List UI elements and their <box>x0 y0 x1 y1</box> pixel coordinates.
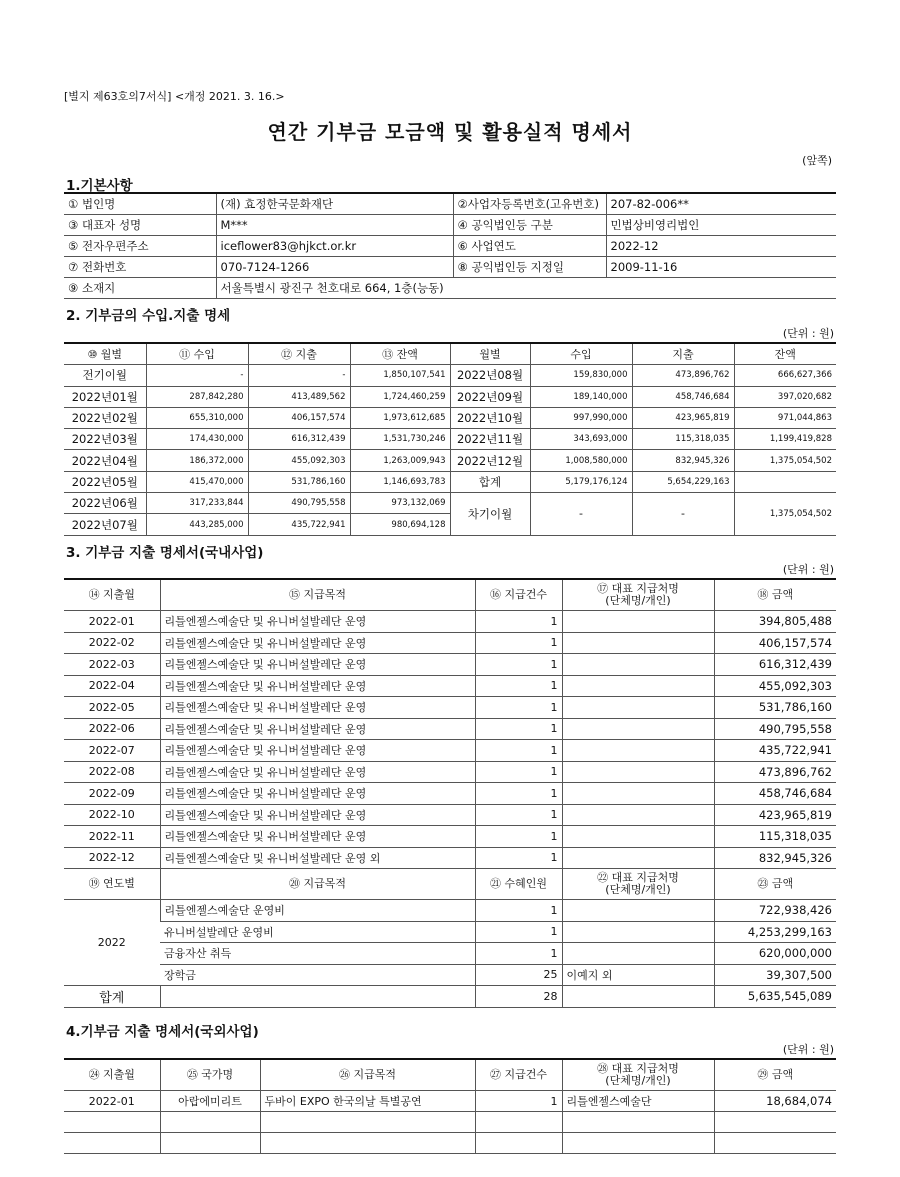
payee-cell: 이예지 외 <box>562 964 714 986</box>
header-line: (단체명/개인) <box>605 594 671 607</box>
info-label: ④ 공익법인등 구분 <box>453 215 606 236</box>
purpose-cell <box>160 986 475 1008</box>
payee-cell <box>562 826 714 848</box>
amount-cell: 1,850,107,541 <box>350 365 450 386</box>
amount-cell: 394,805,488 <box>714 611 836 633</box>
amount-cell: 317,233,844 <box>146 493 248 514</box>
payee-cell <box>562 611 714 633</box>
total-count: 28 <box>475 986 562 1008</box>
month-cell: 2022년01월 <box>64 386 146 407</box>
purpose-cell: 금융자산 취득 <box>160 943 475 965</box>
amount-cell: 5,654,229,163 <box>632 471 734 492</box>
month-cell: 2022-04 <box>64 675 160 697</box>
month-cell: 2022년12월 <box>450 450 530 471</box>
amount-cell: 473,896,762 <box>714 761 836 783</box>
total-row <box>64 986 836 1008</box>
table-row <box>64 450 836 471</box>
carry-over-balance: 1,375,054,502 <box>734 493 836 536</box>
column-header: 잔액 <box>734 343 836 365</box>
empty-cell <box>475 1112 562 1133</box>
count-cell: 1 <box>475 804 562 826</box>
amount-cell: 1,973,612,685 <box>350 407 450 428</box>
amount-cell: 1,008,580,000 <box>530 450 632 471</box>
column-header: 월별 <box>450 343 530 365</box>
column-header: 지출 <box>632 343 734 365</box>
empty-cell <box>475 1133 562 1154</box>
amount-cell: 1,199,419,828 <box>734 429 836 450</box>
column-header: ㉔ 지출월 <box>64 1059 160 1091</box>
purpose-cell: 리틀엔젤스예술단 및 유니버설발레단 운영 <box>160 611 475 633</box>
amount-cell <box>734 471 836 492</box>
domestic-expense-table <box>64 578 836 1008</box>
empty-cell <box>714 1112 836 1133</box>
table-row <box>64 826 836 848</box>
info-label: ⑦ 전화번호 <box>64 257 216 278</box>
amount-cell: 443,285,000 <box>146 514 248 535</box>
table-row <box>64 921 836 943</box>
carry-over-income: - <box>530 493 632 536</box>
count-cell: 1 <box>475 697 562 719</box>
count-cell: 1 <box>475 761 562 783</box>
amount-cell: 973,132,069 <box>350 493 450 514</box>
month-cell: 2022년03월 <box>64 429 146 450</box>
empty-cell <box>160 1112 260 1133</box>
month-cell: 2022년06월 <box>64 493 146 514</box>
table-row <box>64 429 836 450</box>
amount-cell: 186,372,000 <box>146 450 248 471</box>
info-label: ②사업자등록번호(고유번호) <box>453 193 606 215</box>
header-line: (단체명/개인) <box>605 883 671 896</box>
month-cell: 2022-12 <box>64 847 160 869</box>
info-label: ③ 대표자 성명 <box>64 215 216 236</box>
column-header <box>562 579 714 611</box>
payee-cell <box>562 697 714 719</box>
table-row <box>64 365 836 386</box>
info-value: iceflower83@hjkct.or.kr <box>216 236 453 257</box>
column-header: ⑫ 지출 <box>248 343 350 365</box>
column-header: ㉓ 금액 <box>714 869 836 900</box>
payee-cell <box>562 986 714 1008</box>
column-header <box>562 869 714 900</box>
info-row <box>64 257 836 278</box>
section-4-unit: (단위 : 원) <box>782 1043 834 1056</box>
amount-cell: 174,430,000 <box>146 429 248 450</box>
purpose-cell: 유니버설발레단 운영비 <box>160 921 475 943</box>
amount-cell: 655,310,000 <box>146 407 248 428</box>
count-cell: 1 <box>475 943 562 965</box>
month-cell: 2022-09 <box>64 783 160 805</box>
column-header: ⑱ 금액 <box>714 579 836 611</box>
amount-cell: 406,157,574 <box>248 407 350 428</box>
basic-info-table <box>64 192 836 299</box>
info-value: M*** <box>216 215 453 236</box>
section-3-title: 3. 기부금 지출 명세서(국내사업) <box>66 545 264 561</box>
count-cell: 1 <box>475 1091 562 1112</box>
info-value: 서울특별시 광진구 천호대로 664, 1층(능동) <box>216 278 836 299</box>
empty-cell <box>160 1133 260 1154</box>
purpose-cell: 장학금 <box>160 964 475 986</box>
empty-cell <box>260 1133 475 1154</box>
table-row <box>64 632 836 654</box>
month-cell: 2022년10월 <box>450 407 530 428</box>
total-amount: 5,635,545,089 <box>714 986 836 1008</box>
month-cell: 2022년05월 <box>64 471 146 492</box>
count-cell: 1 <box>475 740 562 762</box>
empty-cell <box>562 1133 714 1154</box>
info-label: ⑥ 사업연도 <box>453 236 606 257</box>
payee-cell <box>562 921 714 943</box>
table-row <box>64 493 836 514</box>
overseas-expense-table <box>64 1058 836 1154</box>
table-row <box>64 654 836 676</box>
month-cell: 2022-01 <box>64 611 160 633</box>
amount-cell: 722,938,426 <box>714 900 836 922</box>
section-3-unit: (단위 : 원) <box>782 563 834 576</box>
info-value: 2009-11-16 <box>606 257 836 278</box>
amount-cell: 490,795,558 <box>248 493 350 514</box>
amount-cell: 971,044,863 <box>734 407 836 428</box>
amount-cell: 343,693,000 <box>530 429 632 450</box>
column-header: ⑳ 지급목적 <box>160 869 475 900</box>
purpose-cell: 리틀엔젤스예술단 및 유니버설발레단 운영 외 <box>160 847 475 869</box>
info-row <box>64 215 836 236</box>
count-cell: 1 <box>475 718 562 740</box>
table-row <box>64 761 836 783</box>
header-line: ㉘ 대표 지급처명 <box>597 1062 679 1075</box>
empty-row <box>64 1112 836 1133</box>
column-header: ⑪ 수입 <box>146 343 248 365</box>
amount-cell: 620,000,000 <box>714 943 836 965</box>
purpose-cell: 리틀엔젤스예술단 및 유니버설발레단 운영 <box>160 826 475 848</box>
amount-cell: 406,157,574 <box>714 632 836 654</box>
year-cell: 2022 <box>64 900 160 986</box>
amount-cell: 435,722,941 <box>248 514 350 535</box>
month-cell: 전기이월 <box>64 365 146 386</box>
purpose-cell: 리틀엔젤스예술단 및 유니버설발레단 운영 <box>160 675 475 697</box>
amount-cell: 5,179,176,124 <box>530 471 632 492</box>
purpose-cell: 리틀엔젤스예술단 및 유니버설발레단 운영 <box>160 804 475 826</box>
section-4-title: 4.기부금 지출 명세서(국외사업) <box>66 1024 259 1040</box>
table-row <box>64 964 836 986</box>
table-row <box>64 1091 836 1112</box>
payee-cell <box>562 943 714 965</box>
amount-cell: 115,318,035 <box>714 826 836 848</box>
amount-cell: 531,786,160 <box>248 471 350 492</box>
purpose-cell: 리틀엔젤스예술단 및 유니버설발레단 운영 <box>160 783 475 805</box>
count-cell: 1 <box>475 826 562 848</box>
payee-cell <box>562 675 714 697</box>
amount-cell: 458,746,684 <box>714 783 836 805</box>
amount-cell: 159,830,000 <box>530 365 632 386</box>
amount-cell: 115,318,035 <box>632 429 734 450</box>
amount-cell: 997,990,000 <box>530 407 632 428</box>
table-header-row <box>64 869 836 900</box>
amount-cell: 397,020,682 <box>734 386 836 407</box>
empty-row <box>64 1133 836 1154</box>
amount-cell: 39,307,500 <box>714 964 836 986</box>
month-cell: 2022년11월 <box>450 429 530 450</box>
payee-cell <box>562 654 714 676</box>
empty-cell <box>562 1112 714 1133</box>
amount-cell: 666,627,366 <box>734 365 836 386</box>
month-cell: 2022년07월 <box>64 514 146 535</box>
income-expense-table <box>64 342 836 536</box>
header-line: ⑰ 대표 지급처명 <box>597 582 679 595</box>
purpose-cell: 리틀엔젤스예술단 및 유니버설발레단 운영 <box>160 654 475 676</box>
table-header-row <box>64 1059 836 1091</box>
month-cell: 2022-03 <box>64 654 160 676</box>
count-cell: 1 <box>475 632 562 654</box>
amount-cell: 18,684,074 <box>714 1091 836 1112</box>
column-header: ⑲ 연도별 <box>64 869 160 900</box>
table-row <box>64 697 836 719</box>
month-cell: 2022-11 <box>64 826 160 848</box>
payee-cell <box>562 847 714 869</box>
month-cell: 2022년02월 <box>64 407 146 428</box>
amount-cell: 287,842,280 <box>146 386 248 407</box>
count-cell: 1 <box>475 847 562 869</box>
month-cell: 2022년09월 <box>450 386 530 407</box>
count-cell: 1 <box>475 654 562 676</box>
info-value: 민법상비영리법인 <box>606 215 836 236</box>
payee-cell <box>562 718 714 740</box>
table-row <box>64 847 836 869</box>
purpose-cell: 두바이 EXPO 한국의날 특별공연 <box>260 1091 475 1112</box>
column-header: ⑯ 지급건수 <box>475 579 562 611</box>
info-label: ⑨ 소재지 <box>64 278 216 299</box>
page-side-label: (앞쪽) <box>802 154 832 167</box>
empty-cell <box>260 1112 475 1133</box>
column-header: ㉑ 수혜인원 <box>475 869 562 900</box>
table-row <box>64 407 836 428</box>
carry-over-expense: - <box>632 493 734 536</box>
amount-cell: 832,945,326 <box>632 450 734 471</box>
month-cell: 2022-05 <box>64 697 160 719</box>
section-1-title: 1.기본사항 <box>66 178 133 194</box>
info-value: 207-82-006** <box>606 193 836 215</box>
table-row <box>64 611 836 633</box>
empty-cell <box>714 1133 836 1154</box>
count-cell: 1 <box>475 675 562 697</box>
amount-cell: 4,253,299,163 <box>714 921 836 943</box>
month-cell: 2022-01 <box>64 1091 160 1112</box>
country-cell: 아랍에미리트 <box>160 1091 260 1112</box>
amount-cell: - <box>146 365 248 386</box>
info-row <box>64 236 836 257</box>
column-header: ㉙ 금액 <box>714 1059 836 1091</box>
amount-cell: 458,746,684 <box>632 386 734 407</box>
purpose-cell: 리틀엔젤스예술단 및 유니버설발레단 운영 <box>160 740 475 762</box>
info-row <box>64 278 836 299</box>
amount-cell: 980,694,128 <box>350 514 450 535</box>
count-cell: 1 <box>475 611 562 633</box>
count-cell: 1 <box>475 921 562 943</box>
count-cell: 1 <box>475 783 562 805</box>
column-header: ㉕ 국가명 <box>160 1059 260 1091</box>
payee-cell <box>562 740 714 762</box>
column-header: ⑩ 월별 <box>64 343 146 365</box>
column-header: ⑮ 지급목적 <box>160 579 475 611</box>
payee-cell: 리틀엔젤스예술단 <box>562 1091 714 1112</box>
document-title: 연간 기부금 모금액 및 활용실적 명세서 <box>267 120 633 144</box>
amount-cell: 423,965,819 <box>714 804 836 826</box>
amount-cell: 415,470,000 <box>146 471 248 492</box>
column-header: ㉗ 지급건수 <box>475 1059 562 1091</box>
amount-cell: 616,312,439 <box>248 429 350 450</box>
amount-cell: 455,092,303 <box>714 675 836 697</box>
amount-cell: 1,263,009,943 <box>350 450 450 471</box>
info-label: ⑤ 전자우편주소 <box>64 236 216 257</box>
amount-cell: 1,531,730,246 <box>350 429 450 450</box>
table-row <box>64 471 836 492</box>
purpose-cell: 리틀엔젤스예술단 및 유니버설발레단 운영 <box>160 697 475 719</box>
table-row <box>64 740 836 762</box>
amount-cell: 832,945,326 <box>714 847 836 869</box>
payee-cell <box>562 783 714 805</box>
form-reference: [별지 제63호의7서식] <개정 2021. 3. 16.> <box>64 90 285 103</box>
payee-cell <box>562 632 714 654</box>
table-row <box>64 675 836 697</box>
month-cell: 2022-06 <box>64 718 160 740</box>
amount-cell: 423,965,819 <box>632 407 734 428</box>
table-row <box>64 900 836 922</box>
payee-cell <box>562 900 714 922</box>
purpose-cell: 리틀엔젤스예술단 및 유니버설발레단 운영 <box>160 632 475 654</box>
month-cell: 2022-10 <box>64 804 160 826</box>
month-cell: 합계 <box>450 471 530 492</box>
info-label: ① 법인명 <box>64 193 216 215</box>
amount-cell: 1,146,693,783 <box>350 471 450 492</box>
month-cell: 2022-07 <box>64 740 160 762</box>
total-label: 합계 <box>64 986 160 1008</box>
empty-cell <box>64 1112 160 1133</box>
info-row <box>64 193 836 215</box>
amount-cell: 413,489,562 <box>248 386 350 407</box>
month-cell: 2022년04월 <box>64 450 146 471</box>
table-row <box>64 804 836 826</box>
column-header <box>562 1059 714 1091</box>
month-cell: 2022-02 <box>64 632 160 654</box>
amount-cell: 1,375,054,502 <box>734 450 836 471</box>
column-header: 수입 <box>530 343 632 365</box>
table-header-row <box>64 579 836 611</box>
empty-cell <box>64 1133 160 1154</box>
amount-cell: 1,724,460,259 <box>350 386 450 407</box>
info-value: (재) 효정한국문화재단 <box>216 193 453 215</box>
month-cell: 2022-08 <box>64 761 160 783</box>
count-cell: 25 <box>475 964 562 986</box>
section-2-unit: (단위 : 원) <box>782 327 834 340</box>
column-header: ⑭ 지출월 <box>64 579 160 611</box>
count-cell: 1 <box>475 900 562 922</box>
carry-over-label: 차기이월 <box>450 493 530 536</box>
header-line: (단체명/개인) <box>605 1074 671 1087</box>
column-header: ㉖ 지급목적 <box>260 1059 475 1091</box>
table-header-row <box>64 343 836 365</box>
amount-cell: 435,722,941 <box>714 740 836 762</box>
payee-cell <box>562 804 714 826</box>
amount-cell: 531,786,160 <box>714 697 836 719</box>
month-cell: 2022년08월 <box>450 365 530 386</box>
table-row <box>64 386 836 407</box>
table-row <box>64 943 836 965</box>
amount-cell: - <box>248 365 350 386</box>
info-label: ⑧ 공익법인등 지정일 <box>453 257 606 278</box>
purpose-cell: 리틀엔젤스예술단 및 유니버설발레단 운영 <box>160 761 475 783</box>
amount-cell: 473,896,762 <box>632 365 734 386</box>
amount-cell: 490,795,558 <box>714 718 836 740</box>
amount-cell: 455,092,303 <box>248 450 350 471</box>
amount-cell: 189,140,000 <box>530 386 632 407</box>
table-row <box>64 718 836 740</box>
info-value: 2022-12 <box>606 236 836 257</box>
amount-cell: 616,312,439 <box>714 654 836 676</box>
payee-cell <box>562 761 714 783</box>
purpose-cell: 리틀엔젤스예술단 및 유니버설발레단 운영 <box>160 718 475 740</box>
header-line: ㉒ 대표 지급처명 <box>597 871 679 884</box>
info-value: 070-7124-1266 <box>216 257 453 278</box>
section-2-title: 2. 기부금의 수입.지출 명세 <box>66 308 231 324</box>
table-row <box>64 783 836 805</box>
purpose-cell: 리틀엔젤스예술단 운영비 <box>160 900 475 922</box>
column-header: ⑬ 잔액 <box>350 343 450 365</box>
